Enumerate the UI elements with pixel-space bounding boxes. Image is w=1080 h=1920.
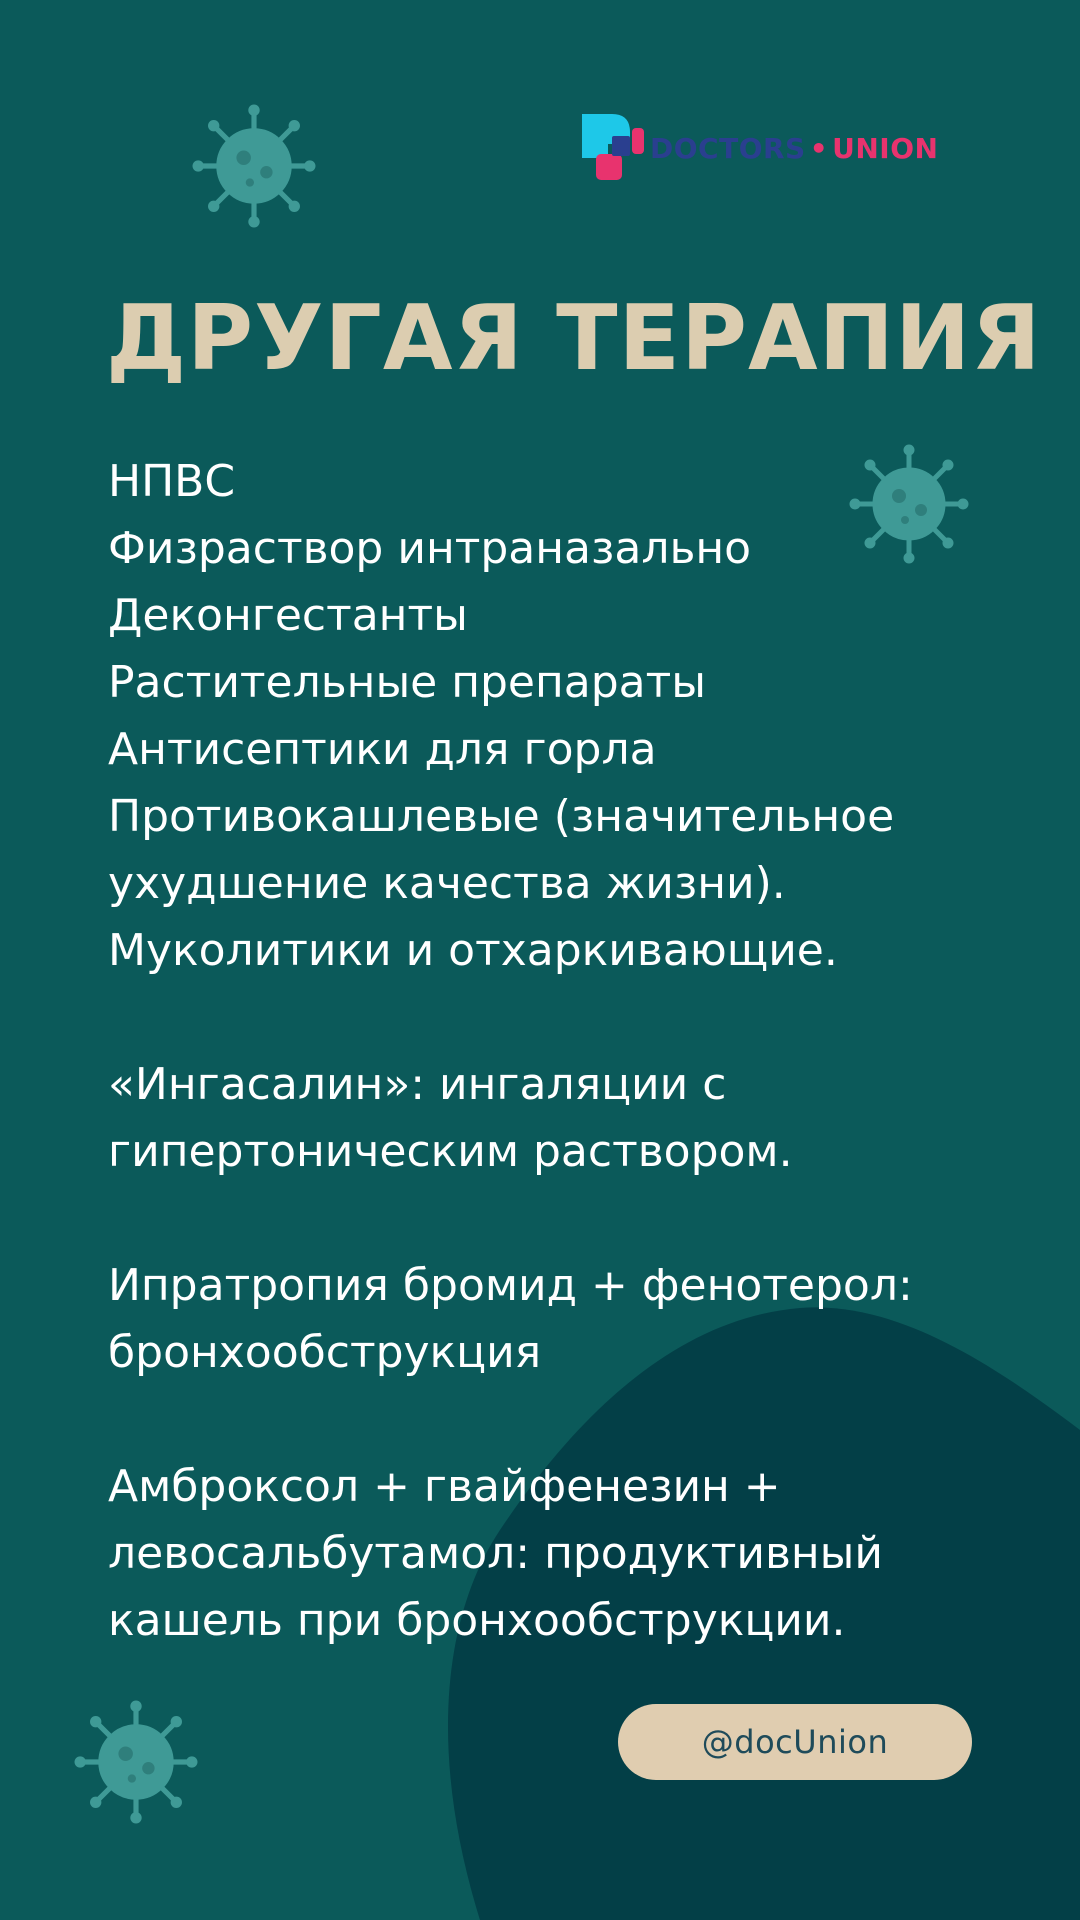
paragraph-ambroxol-line: левосальбутамол: продуктивный [108,1528,883,1579]
paragraph-ingasalin-line: «Ингасалин»: ингаляции с [108,1059,727,1110]
doctors-union-logo [582,112,938,184]
logo-word-doctors: DOCTORS [650,131,806,165]
list-item: Растительные препараты [108,657,706,708]
logo-wordmark [650,132,938,165]
paragraph-gap [108,984,988,1051]
paragraph-ipratropium-line: Ипратропия бромид + фенотерол: [108,1260,913,1311]
list-item: Физраствор интраназально [108,523,752,574]
list-item: Противокашлевые (значительное [108,791,895,842]
social-handle-pill[interactable] [618,1704,972,1780]
list-item: ухудшение качества жизни). [108,858,786,909]
paragraph-ingasalin-line: гипертоническим раствором. [108,1126,793,1177]
list-item: Муколитики и отхаркивающие. [108,925,838,976]
paragraph-ipratropium-line: бронхообструкция [108,1327,542,1378]
list-item: Антисептики для горла [108,724,657,775]
paragraph-ambroxol-line: кашель при бронхообструкции. [108,1595,846,1646]
paragraph-gap [108,1386,988,1453]
doctors-union-logo-mark [582,114,644,182]
page-title: ДРУГАЯ ТЕРАПИЯ [106,286,1042,391]
social-handle-text: @docUnion [701,1723,889,1761]
list-item: НПВС [108,456,236,507]
virus-icon [72,1700,200,1824]
virus-icon [190,104,318,228]
therapy-content [108,448,988,1654]
paragraph-ambroxol-line: Амброксол + гвайфенезин + [108,1461,781,1512]
logo-separator: • [809,131,829,165]
paragraph-gap [108,1185,988,1252]
logo-word-union: UNION [832,131,939,165]
list-item: Деконгестанты [108,590,468,641]
